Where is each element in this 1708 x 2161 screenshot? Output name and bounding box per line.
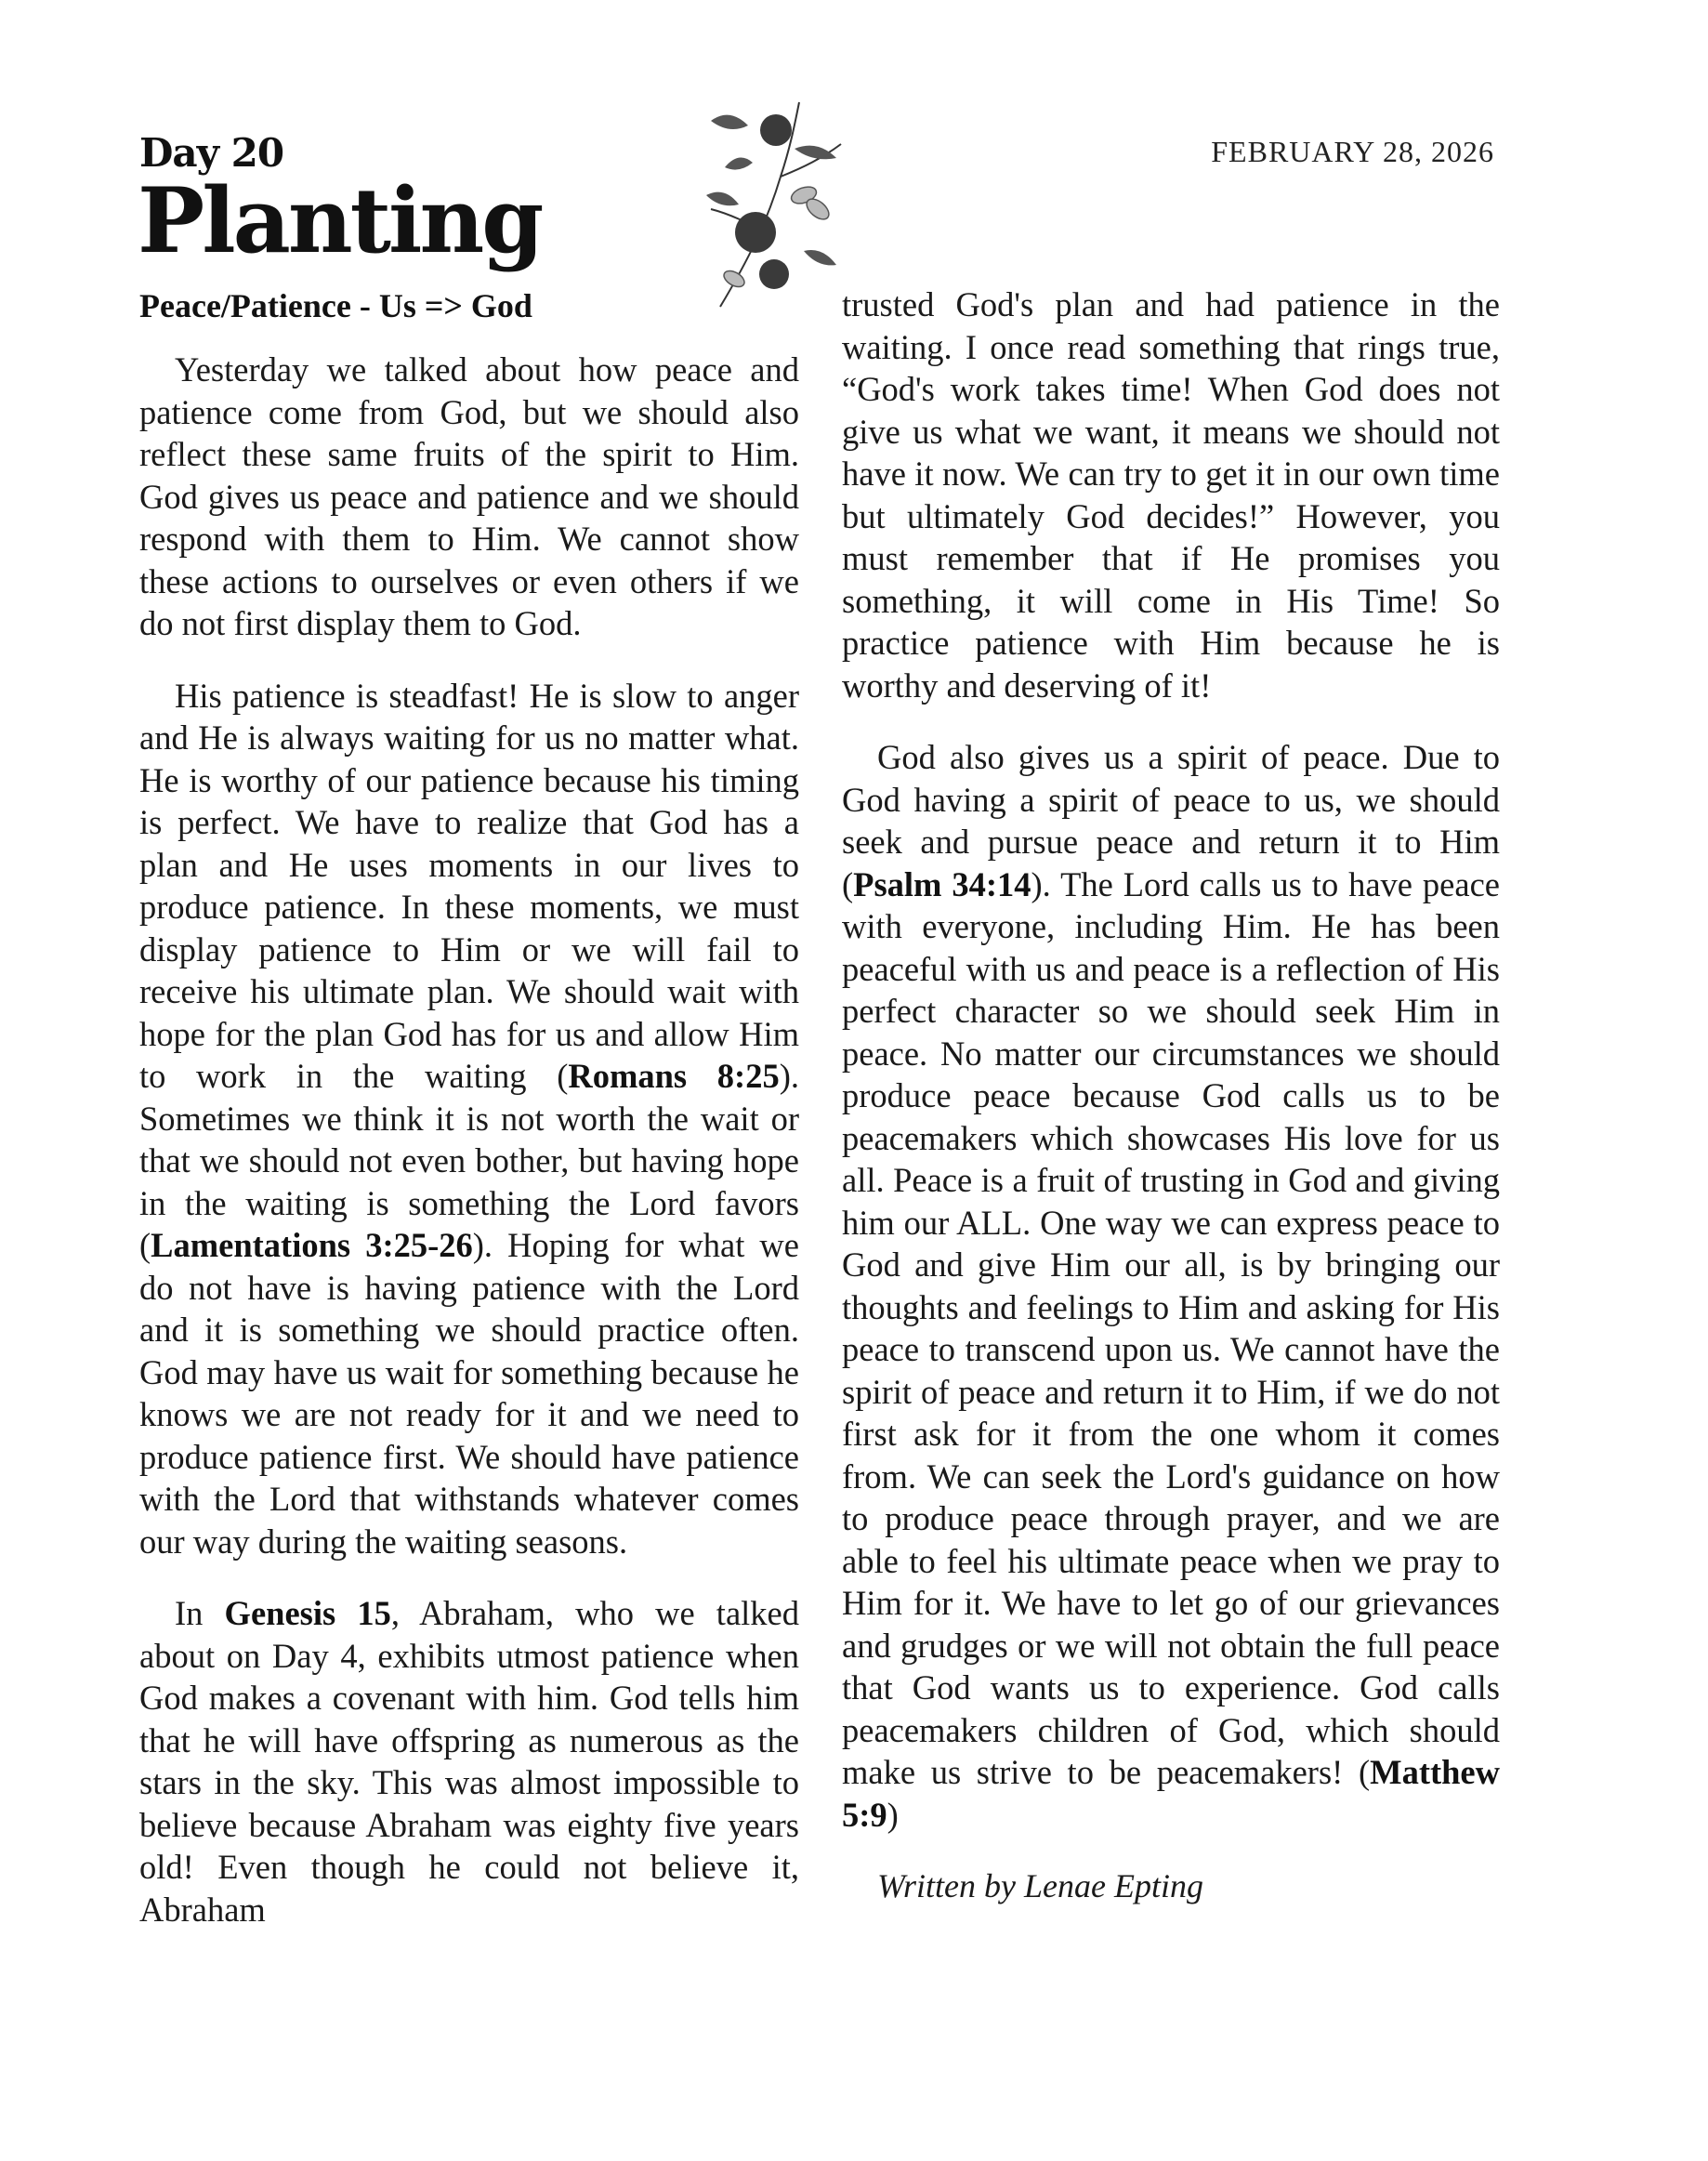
subtitle: Peace/Patience - Us => God (139, 287, 532, 324)
scripture-ref: Matthew 5:9 (842, 1753, 1500, 1834)
byline: Written by Lenae Epting (877, 1867, 1203, 1904)
paragraph-3: In Genesis 15, Abraham, who we talked about on Day 4, exhibits utmost patience when God makes a covenant with him. God tells him that he will have offspring as numerous as the stars in the sky. This was almost impossible to believe because Abraham was eighty five years old! Even though he could not believe it, Abraham (139, 1594, 799, 1929)
right-column (842, 283, 1500, 1938)
paragraph-4: God also gives us a spirit of peace. Due to God having a spirit of peace to us, we should seek and pursue peace and return it to Him (Psalm 34:14). The Lord calls us to have peace with everyone, including Him. He has been peaceful with us and peace is a reflection of His perfect character so we should seek Him in peace. No matter our circumstances we should produce peace because God calls us to be peacemakers which showcases His love for us all. Peace is a fruit of trusting in God and giving him our ALL. One way we can express peace to God and give Him our all, is by bringing our thoughts and feelings to Him and asking for His peace to transcend upon us. We cannot have the spirit of peace and return it to Him, if we do not first ask for it from the one whom it comes from. We can seek the Lord's guidance on how to produce peace through prayer, and we are able to feel his ultimate peace when we pray to Him for it. We have to let go of our grievances and grudges or we will not obtain the full peace that God wants us to experience. God calls peacemakers children of God, which should make us strive to be peacemakers! (Matthew 5:9) (842, 738, 1500, 1834)
scripture-ref: Psalm 34:14 (853, 864, 1031, 903)
paragraph-3-continued: trusted God's plan and had patience in the waiting. I once read something that rings true, “God's work takes time! When God does not give us what we want, it means we should not have it now. We can try to get it in our own time but ultimately God decides!” However, you must remember that if He promises you something, it will come in His Time! So practice patience with Him because he is worthy and deserving of it! (842, 285, 1500, 705)
fruit-blossom-branch-icon (692, 93, 850, 321)
day-label: Day 20 (139, 130, 284, 176)
left-column (139, 349, 799, 1960)
paragraph-1: Yesterday we talked about how peace and patience come from God, but we should also reflect these same fruits of the spirit to Him. God gives us peace and patience and we should respond with them to Him. We cannot show these actions to ourselves or even others if we do not first display them to God. (139, 350, 799, 642)
scripture-ref: Genesis 15 (224, 1594, 391, 1632)
paragraph-2: His patience is steadfast! He is slow to anger and He is always waiting for us no matter what. He is worthy of our patience because his timing is perfect. We have to realize that God has a plan and He uses moments in our lives to produce patience. In these moments, we must display patience to Him or we will fail to receive his ultimate plan. We should wait with hope for the plan God has for us and allow Him to work in the waiting (Romans 8:25). Sometimes we think it is not worth the wait or that we should not even bother, but having hope in the waiting is something the Lord favors (Lamentations 3:25-26). Hoping for what we do not have is having patience with the Lord and it is something we should practice often. God may have us wait for something because he knows we are not ready for it and we need to produce patience first. We should have patience with the Lord that withstands whatever comes our way during the waiting seasons. (139, 676, 799, 1561)
scripture-ref: Lamentations 3:25-26 (151, 1226, 473, 1264)
date: FEBRUARY 28, 2026 (1211, 135, 1494, 168)
page-title: Planting (138, 168, 542, 273)
scripture-ref: Romans 8:25 (568, 1057, 780, 1095)
